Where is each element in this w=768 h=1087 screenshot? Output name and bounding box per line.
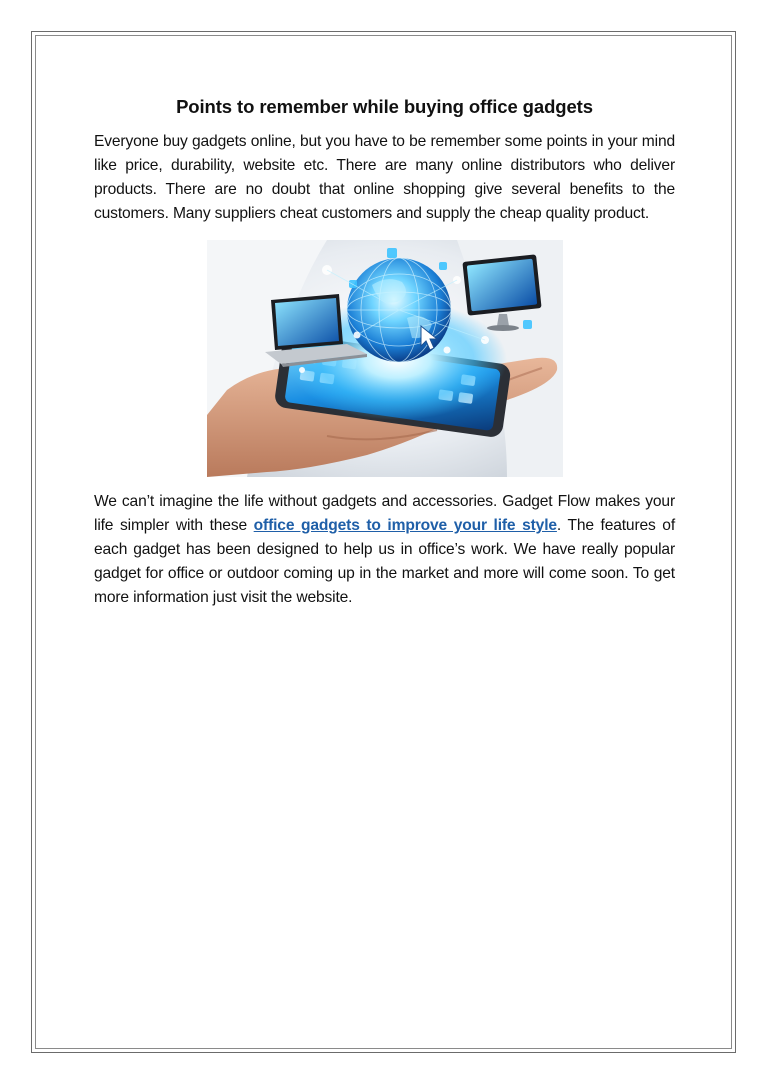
gadget-flow-paragraph [94, 490, 675, 610]
gadgets-on-hand-illustration [207, 240, 563, 477]
document-body [94, 94, 675, 610]
paragraph-2-text-after: . The features of each gadget has been designed to help us in office’s work. We have really popular gadget for office or outdoor coming up in the market and more will come soon. To get more information just visit the website. [94, 517, 676, 606]
paragraph-2-text-before: We can’t imagine the life without gadgets and accessories. Gadget Flow makes your life simpler with these [94, 493, 675, 534]
document-title: Points to remember while buying office gadgets [176, 96, 593, 117]
intro-paragraph: Everyone buy gadgets online, but you have to be remember some points in your mind like price, durability, website etc. There are many online distributors who deliver products. There are no doubt that online shopping give several benefits to the customers. Many suppliers cheat customers and supply the cheap quality product. [94, 133, 675, 222]
office-gadgets-link[interactable]: office gadgets to improve your life style [253, 517, 557, 534]
